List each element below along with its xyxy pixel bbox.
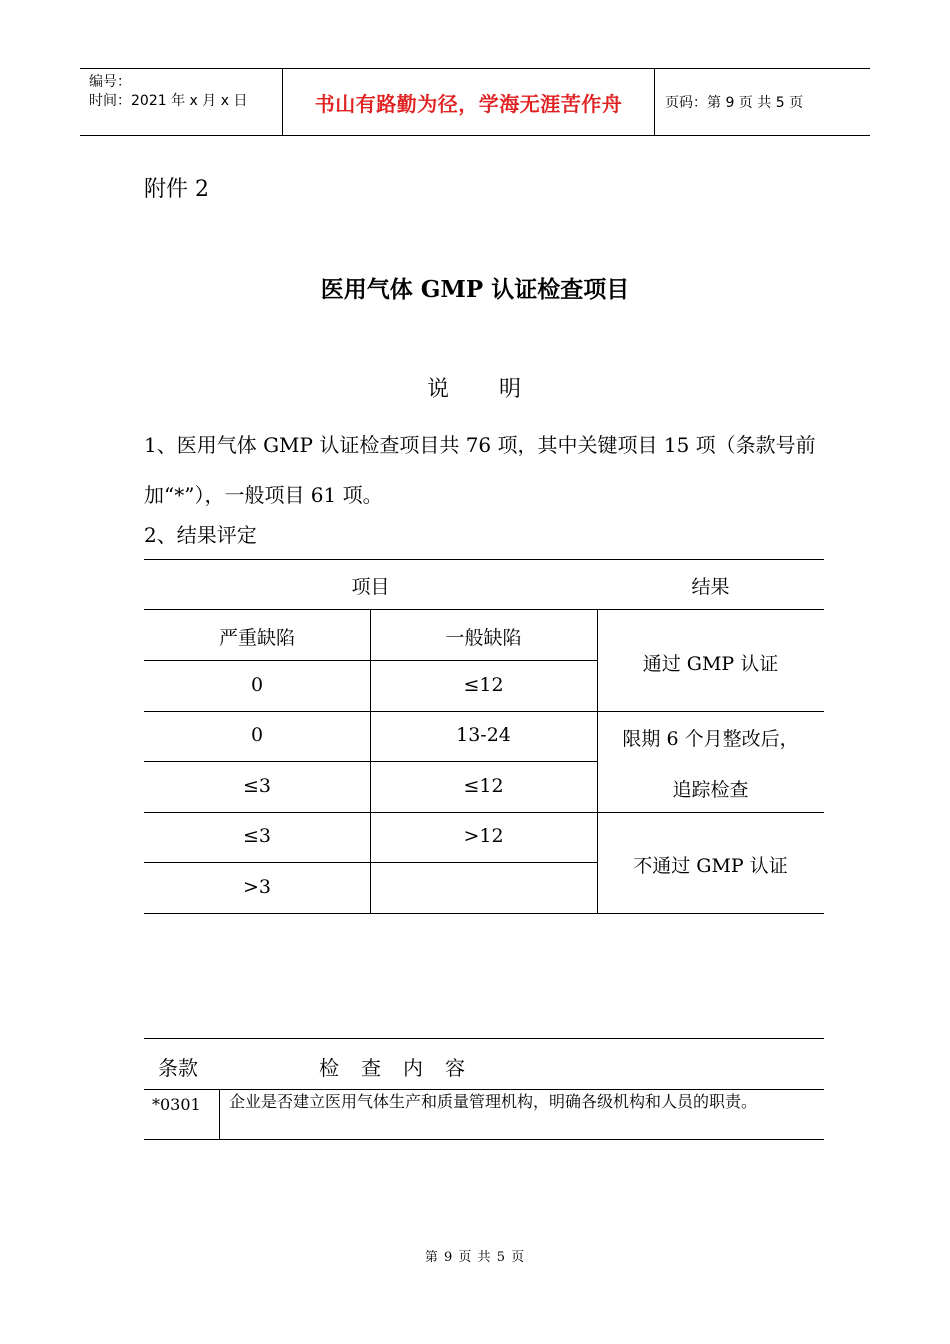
header-clause: 条款: [158, 1056, 198, 1080]
table-rule: [144, 1038, 824, 1039]
header-page-info: 页码：第 9 页 共 5 页: [665, 95, 804, 111]
cell-serious: 0: [250, 674, 264, 696]
table-rule: [144, 559, 824, 560]
result-table: [144, 559, 824, 914]
cell-serious: ≤3: [242, 825, 271, 847]
clause-content: 企业是否建立医用气体生产和质量管理机构，明确各级机构和人员的职责。: [229, 1092, 758, 1111]
cell-serious: >3: [242, 876, 271, 898]
table-rule: [144, 1139, 824, 1140]
number-label: 编号：: [89, 74, 131, 90]
cell-serious: ≤3: [242, 775, 271, 797]
result-rectify-line1: 限期 6 个月整改后，: [622, 728, 799, 750]
result-pass: 通过 GMP 认证: [642, 653, 779, 675]
header-result: 结果: [691, 576, 730, 598]
header-item: 项目: [351, 576, 390, 598]
result-fail: 不通过 GMP 认证: [633, 855, 788, 877]
header-motto: 书山有路勤为径，学海无涯苦作舟: [282, 69, 655, 135]
table-rule: [144, 609, 824, 610]
table-rule: [144, 1089, 824, 1090]
result-rectify-line2: 追踪检查: [672, 779, 749, 801]
cell-general: ≤12: [463, 674, 504, 696]
attachment-label: 附件 2: [144, 177, 209, 202]
table-rule: [144, 711, 824, 712]
clause-table: [144, 1038, 824, 1141]
table-rule: [219, 1090, 220, 1139]
table-rule: [144, 812, 824, 813]
header-content: 检 查 内 容: [319, 1056, 466, 1080]
time-label: 时间：2021 年 x 月 x 日: [89, 93, 248, 109]
page-header: [80, 68, 870, 136]
clause-code: *0301: [152, 1095, 201, 1114]
document-title: 医用气体 GMP 认证检查项目: [320, 276, 630, 303]
paragraph-1: 1、医用气体 GMP 认证检查项目共 76 项，其中关键项目 15 项（条款号前加“*”），一般项目 61 项。: [144, 433, 816, 507]
header-meta: [80, 69, 282, 135]
table-rule: [144, 913, 824, 914]
cell-general: ≤12: [463, 775, 504, 797]
cell-general: >12: [463, 825, 504, 847]
cell-serious: 0: [250, 724, 264, 746]
table-rule: [370, 610, 371, 913]
col-serious: 严重缺陷: [218, 627, 295, 649]
page-footer: 第 9 页 共 5 页: [424, 1250, 526, 1265]
paragraph-2: 2、结果评定: [144, 523, 257, 547]
section-title: 说 明: [426, 377, 523, 402]
cell-general: 13-24: [456, 724, 511, 746]
col-general: 一般缺陷: [445, 627, 522, 649]
